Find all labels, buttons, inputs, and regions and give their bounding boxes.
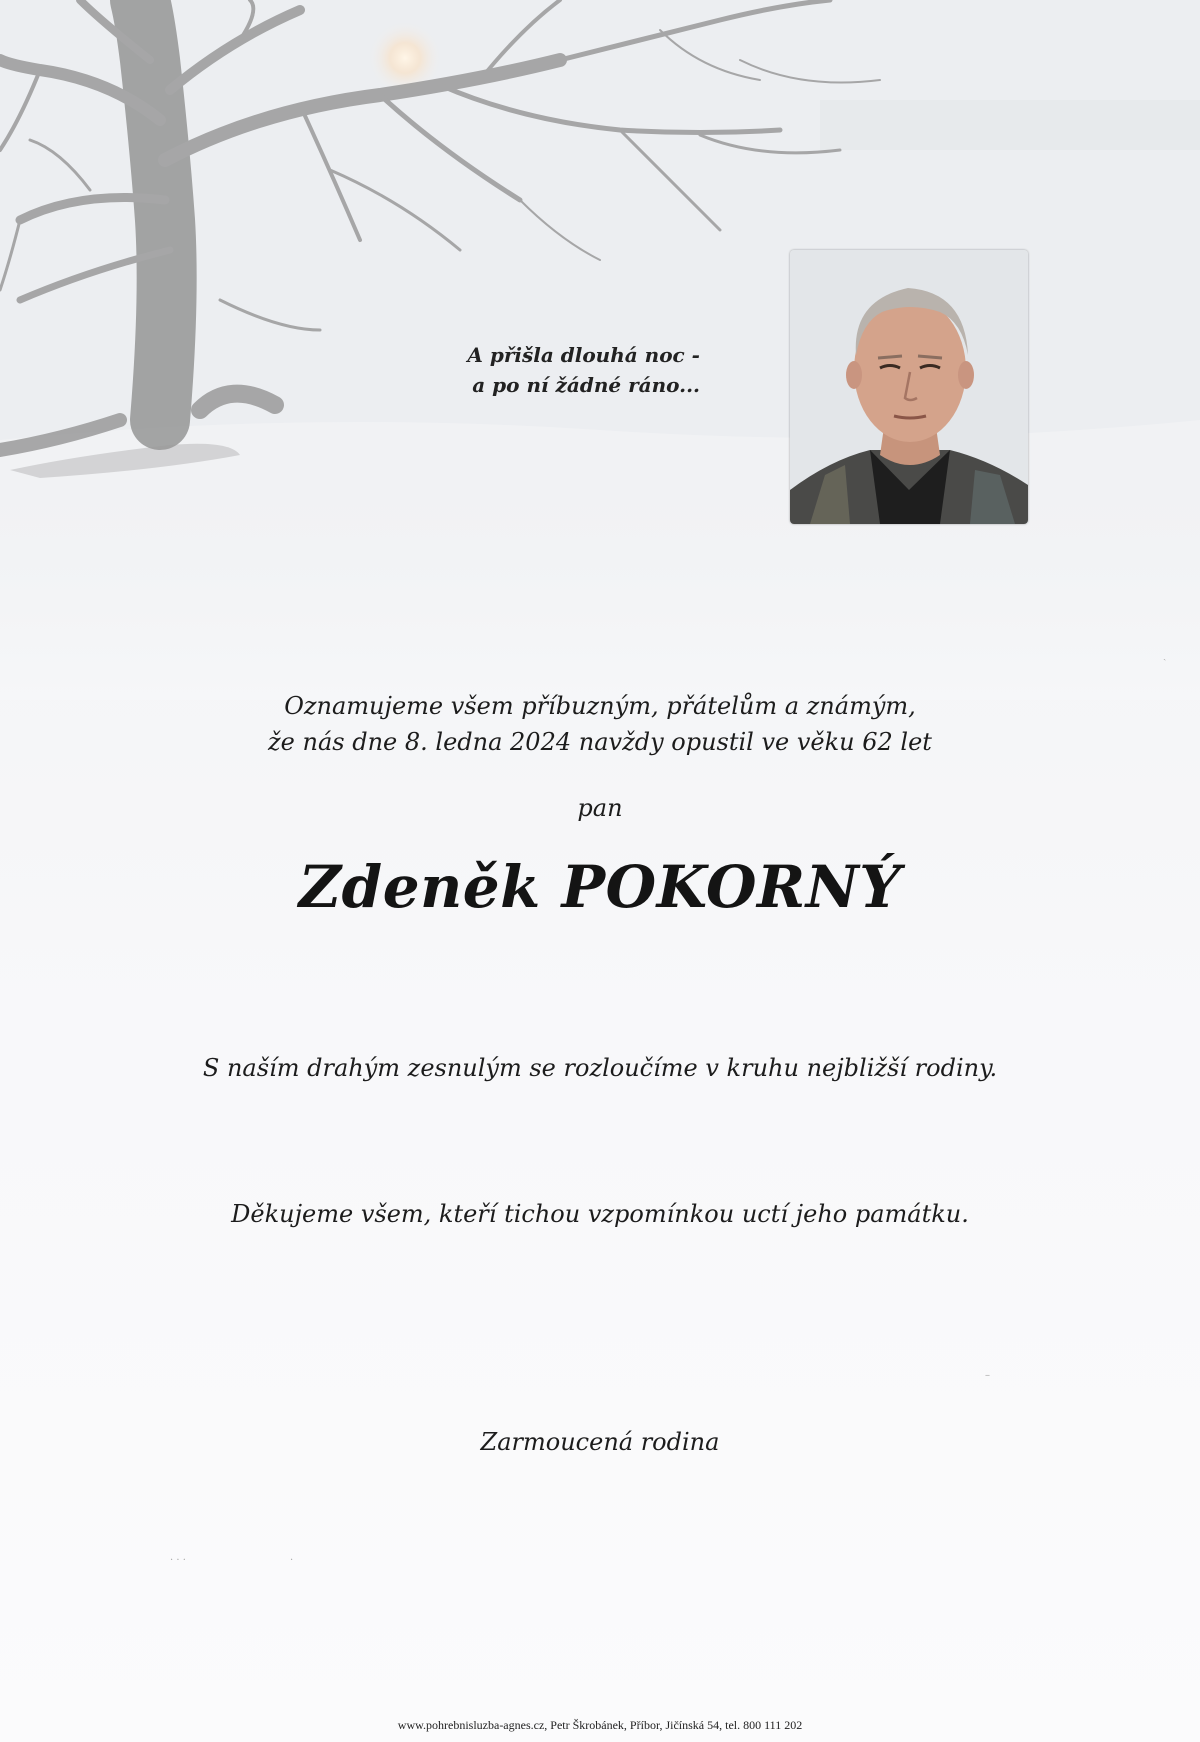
scan-speck: ·	[290, 1555, 294, 1566]
family-signoff: Zarmoucená rodina	[480, 1428, 720, 1456]
portrait-photo	[790, 250, 1028, 524]
portrait-image	[790, 250, 1028, 524]
scan-speck: · · ·	[170, 1555, 186, 1566]
thanks-note: Děkujeme všem, kteří tichou vzpomínkou uctí jeho památku.	[231, 1200, 969, 1228]
scan-speck: –	[985, 1370, 990, 1381]
scan-speck: ˏ	[1163, 650, 1167, 661]
death-announcement	[100, 688, 1100, 760]
announcement-line-1: Oznamujeme všem příbuzným, přátelům a známým,	[284, 692, 916, 720]
deceased-name: Zdeněk POKORNÝ	[298, 853, 902, 921]
honorific-title: pan	[577, 794, 623, 822]
motto-line-2: a po ní žádné ráno...	[472, 373, 700, 397]
motto-verse	[400, 340, 700, 400]
motto-line-1: A přišla dlouhá noc -	[467, 343, 700, 367]
announcement-line-2: že nás dne 8. ledna 2024 navždy opustil ve věku 62 let	[268, 728, 932, 756]
funeral-service-footer: www.pohrebnisluzba-agnes.cz, Petr Škrobánek, Příbor, Jičínská 54, tel. 800 111 202	[397, 1718, 803, 1732]
farewell-notice: S naším drahým zesnulým se rozloučíme v kruhu nejbližší rodiny.	[202, 1054, 998, 1082]
